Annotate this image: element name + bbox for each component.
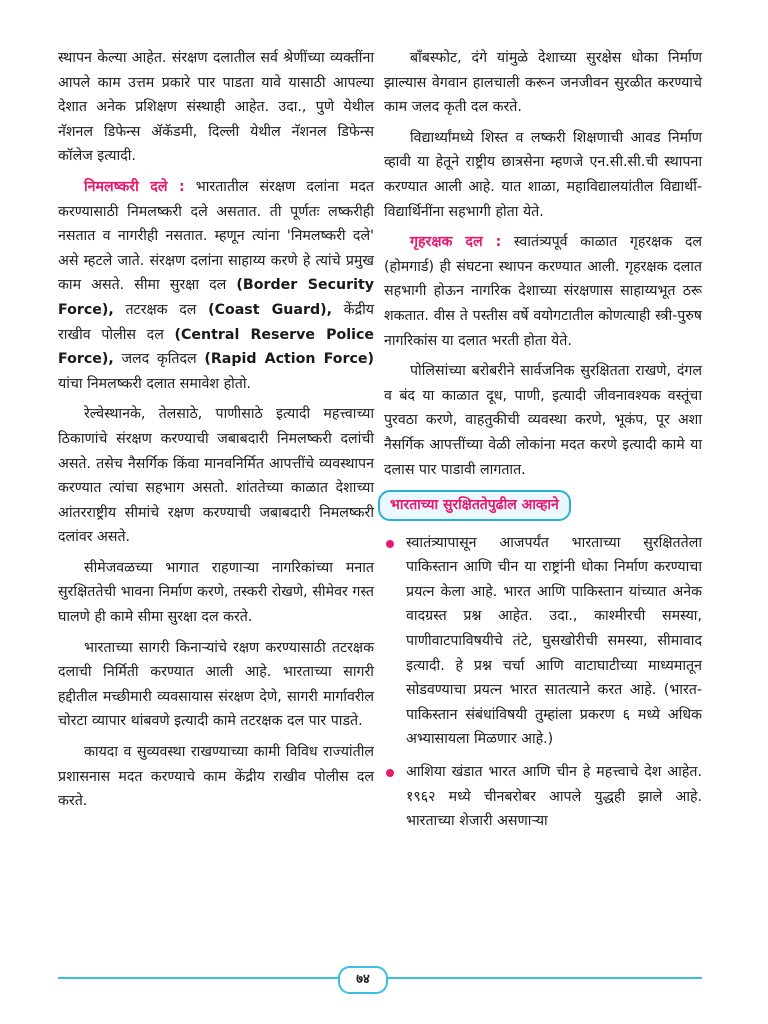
term-raf: (Rapid Action Force) — [204, 351, 374, 368]
section-heading: भारताच्या सुरक्षिततेपुढील आव्हाने — [378, 490, 571, 521]
bullet-icon — [386, 769, 394, 777]
paragraph: सीमेजवळच्या भागात राहणाऱ्या नागरिकांच्या मनात सुरक्षिततेची भावना निर्माण करणे, तस्करी रोखणे, सीमेवर गस्त घालणे ही कामे सीमा सुरक्षा दल करते. — [58, 559, 374, 626]
paragraph: पोलिसांच्या बरोबरीने सार्वजनिक सुरक्षितता राखणे, दंगल व बंद या काळात दूध, पाणी, इत्यादी जीवनावश्यक वस्तूंचा पुरवठा करणे, वाहतुकीची व्यवस्था करणे, भूकंप, पूर अशा नैसर्गिक आपत्तींच्या वेळी लोकांना मदत करणे इत्यादी कामे या दलास पार पाडावी लागतात. — [384, 363, 702, 478]
paragraph: बाँबस्फोट, दंगे यांमुळे देशाच्या सुरक्षेस धोका निर्माण झाल्यास वेगवान हालचाली करून जनजीवन सुरळीत करण्याचे काम जलद कृती दल करते. — [384, 50, 702, 116]
text: यांचा निमलष्करी दलात समावेश होतो. — [58, 375, 252, 392]
paragraph-paramilitary — [58, 175, 374, 396]
paragraph-home-guard — [384, 230, 702, 353]
term-paramilitary: निमलष्करी दले : — [84, 178, 185, 195]
paragraph: स्थापन केल्या आहेत. संरक्षण दलातील सर्व श्रेणींच्या व्यक्तींना आपले काम उत्तम प्रकारे पार पाडता यावे यासाठी आपल्या देशात अनेक प्रशिक्षण संस्थाही आहेत. उदा., पुणे येथील नॅशनल डिफेन्स ॲकॅडमी, दिल्ली येथील नॅशनल डिफेन्स कॉलेज इत्यादी. — [58, 50, 374, 165]
list-item — [384, 760, 702, 834]
text: स्वातंत्र्यपूर्व काळात गृहरक्षक दल (होमगार्ड) ही संघटना स्थापन करण्यात आली. गृहरक्षक दलात सहभागी होऊन नागरिक देशाच्या संरक्षणास साहाय्यभूत ठरू शकतात. वीस ते पस्तीस वर्षे वयोगटातील कोणत्याही स्त्री-पुरुष नागरिकांस या दलात भरती होता येते. — [384, 234, 702, 349]
bullet-icon — [386, 540, 394, 548]
text: केंद्रीय राखीव पोलीस दल — [58, 301, 375, 343]
paragraph: भारताच्या सागरी किनाऱ्यांचे रक्षण करण्यासाठी तटरक्षक दलाची निर्मिती करण्यात आली आहे. भारताच्या सागरी हद्दीतील मच्छीमारी व्यवसायास संरक्षण देणे, सागरी मार्गावरील चोरटा व्यापार थांबवणे इत्यादी कामे तटरक्षक दल पार पाडते. — [58, 639, 374, 730]
right-column — [384, 46, 702, 842]
list-item — [384, 531, 702, 752]
term-bsf: (Border Security Force), — [58, 277, 374, 318]
left-column — [58, 46, 374, 820]
paragraph: रेल्वेस्थानके, तेलसाठे, पाणीसाठे इत्यादी महत्त्वाच्या ठिकाणांचे संरक्षण करण्याची जबाबदारी निमलष्करी दलांची असते. तसेच नैसर्गिक किंवा मानवनिर्मित आपत्तींचे व्यवस्थापन करण्यात त्यांचा सहभाग असतो. शांततेच्या काळात देशाच्या आंतरराष्ट्रीय सीमांचे रक्षण करण्याची जबाबदारी निमलष्करी दलांवर असते. — [58, 406, 374, 546]
bullet-list — [384, 531, 702, 834]
bullet-text: स्वातंत्र्यापासून आजपर्यंत भारताच्या सुरक्षिततेला पाकिस्तान आणि चीन या राष्ट्रांनी धोका निर्माण करण्याचा प्रयत्न केला आहे. भारत आणि पाकिस्तान यांच्यात अनेक वादग्रस्त प्रश्न आहेत. उदा., काश्मीरची समस्या, पाणीवाटपाविषयीचे तंटे, घुसखोरीची समस्या, सीमावाद इत्यादी. हे प्रश्न चर्चा आणि वाटाघाटीच्या माध्यमातून सोडवण्याचा प्रयत्न भारत सातत्याने करत आहे. (भारत-पाकिस्तान संबंधांविषयी तुम्हांला प्रकरण ६ मध्ये अधिक अभ्यासायला मिळणार आहे.) — [406, 534, 702, 748]
term-crpf: (Central Reserve Police Force), — [58, 326, 374, 368]
term-coast-guard: (Coast Guard), — [208, 301, 332, 318]
text: जलद कृतिदल — [113, 351, 205, 368]
bullet-text: आशिया खंडात भारत आणि चीन हे महत्त्वाचे देश आहेत. १९६२ मध्ये चीनबरोबर आपले युद्धही झाले आहे. भारताच्या शेजारी असणाऱ्या — [406, 764, 702, 830]
paragraph: विद्यार्थ्यांमध्ये शिस्त व लष्करी शिक्षणाची आवड निर्माण व्हावी या हेतूने राष्ट्रीय छात्रसेना म्हणजे एन.सी.सी.ची स्थापना करण्यात आली आहे. यात शाळा, महाविद्यालयांतील विद्यार्थी-विद्यार्थिनींना सहभागी होता येते. — [384, 129, 702, 220]
page-number: ७४ — [338, 966, 388, 994]
text: तटरक्षक दल — [113, 301, 209, 318]
text: भारतातील संरक्षण दलांना मदत करण्यासाठी निमलष्करी दले असतात. ती पूर्णतः लष्करीही नसतात व नागरीही नसतात. म्हणून त्यांना 'निमलष्करी दले' असे म्हटले जाते. संरक्षण दलांना साहाय्य करणे हे त्यांचे प्रमुख काम असते. सीमा सुरक्षा दल — [58, 178, 374, 294]
paragraph: कायदा व सुव्यवस्था राखण्याच्या कामी विविध राज्यांतील प्रशासनास मदत करण्याचे काम केंद्रीय राखीव पोलीस दल करते. — [58, 744, 374, 810]
term-home-guard: गृहरक्षक दल : — [410, 234, 502, 251]
